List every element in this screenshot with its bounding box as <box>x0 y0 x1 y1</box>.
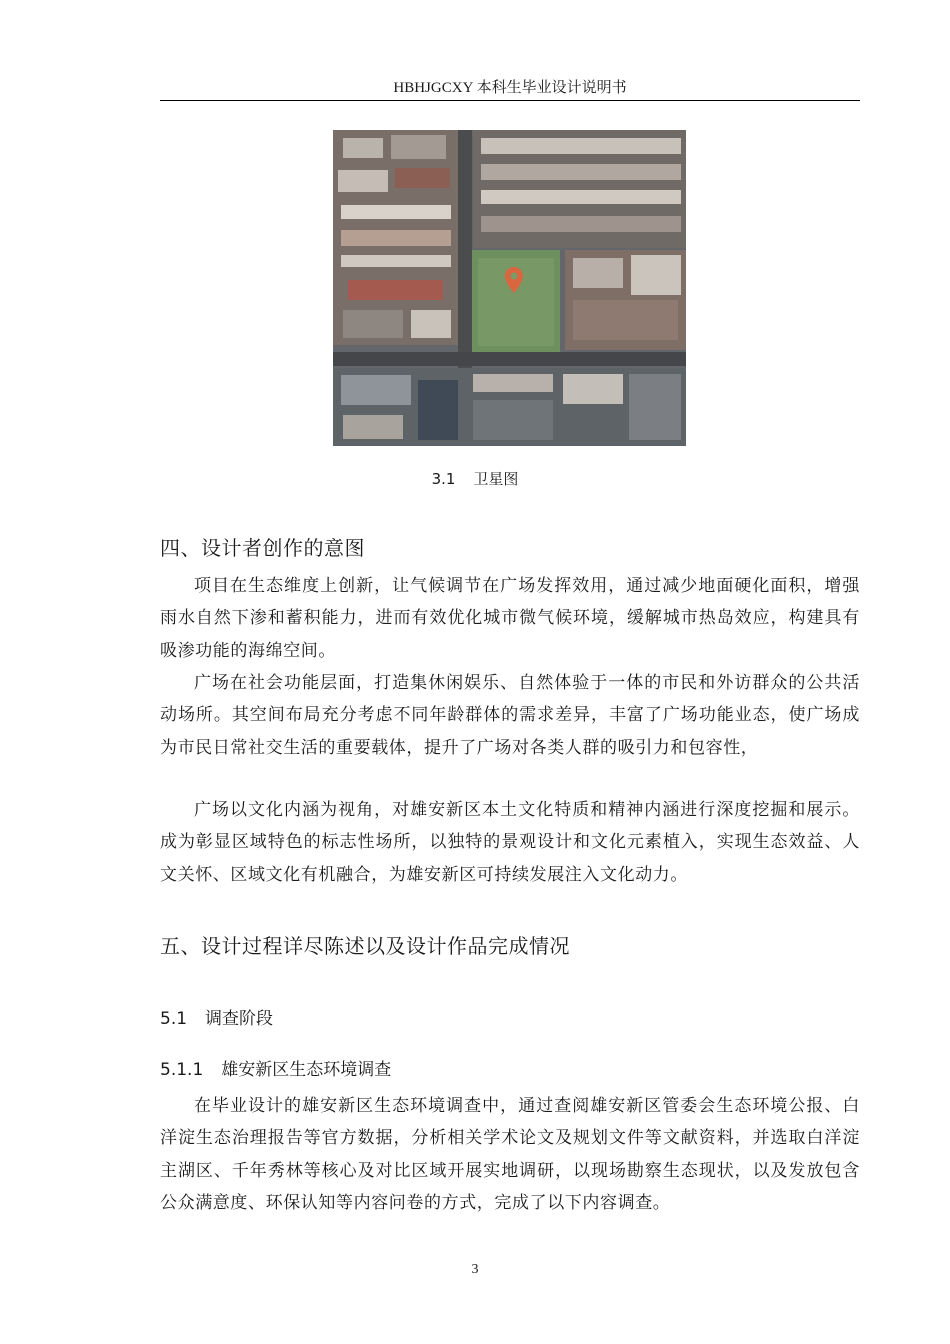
section-4-paragraph-2: 广场在社会功能层面，打造集休闲娱乐、自然体验于一体的市民和外访群众的公共活动场所。其空间布局充分考虑不同年龄群体的需求差异，丰富了广场功能业态，使广场成为市民日常社交生活的重要载体，提升了广场对各类人群的吸引力和包容性， <box>160 673 860 758</box>
section-5-heading: 五、设计过程详尽陈述以及设计作品完成情况 <box>160 934 570 958</box>
page-number: 3 <box>471 1262 479 1277</box>
section-4-heading: 四、设计者创作的意图 <box>160 536 365 560</box>
subsection-5-1-heading <box>160 1004 273 1029</box>
page-header: HBHJGCXY 本科生毕业设计说明书 <box>393 80 627 96</box>
figure-caption <box>0 468 950 489</box>
satellite-image <box>333 130 686 446</box>
section-5-paragraph: 在毕业设计的雄安新区生态环境调查中，通过查阅雄安新区管委会生态环境公报、白洋淀生态治理报告等官方数据，分析相关学术论文及规划文件等文献资料，并选取白洋淀主湖区、千年秀林等核心及对比区域开展实地调研，以现场勘察生态现状，以及发放包含公众满意度、环保认知等内容问卷的方式，完成了以下内容调查。 <box>160 1096 860 1214</box>
subsection-number: 5.1 <box>160 1009 188 1029</box>
caption-number: 3.1 <box>431 470 456 488</box>
subsection-5-1-1-heading <box>160 1055 391 1080</box>
caption-text: 卫星图 <box>473 470 519 488</box>
subsection-title: 雄安新区生态环境调查 <box>221 1060 392 1080</box>
header-rule <box>160 100 860 101</box>
subsection-number: 5.1.1 <box>160 1060 204 1080</box>
section-4-paragraph-3: 广场以文化内涵为视角，对雄安新区本土文化特质和精神内涵进行深度挖掘和展示。成为彰显区域特色的标志性场所，以独特的景观设计和文化元素植入，实现生态效益、人文关怀、区域文化有机融合，为雄安新区可持续发展注入文化动力。 <box>160 800 860 885</box>
subsection-title: 调查阶段 <box>205 1009 274 1029</box>
section-4-paragraph-1: 项目在生态维度上创新，让气候调节在广场发挥效用，通过减少地面硬化面积，增强雨水自然下渗和蓄积能力，进而有效优化城市微气候环境，缓解城市热岛效应，构建具有吸渗功能的海绵空间。 <box>160 576 860 661</box>
